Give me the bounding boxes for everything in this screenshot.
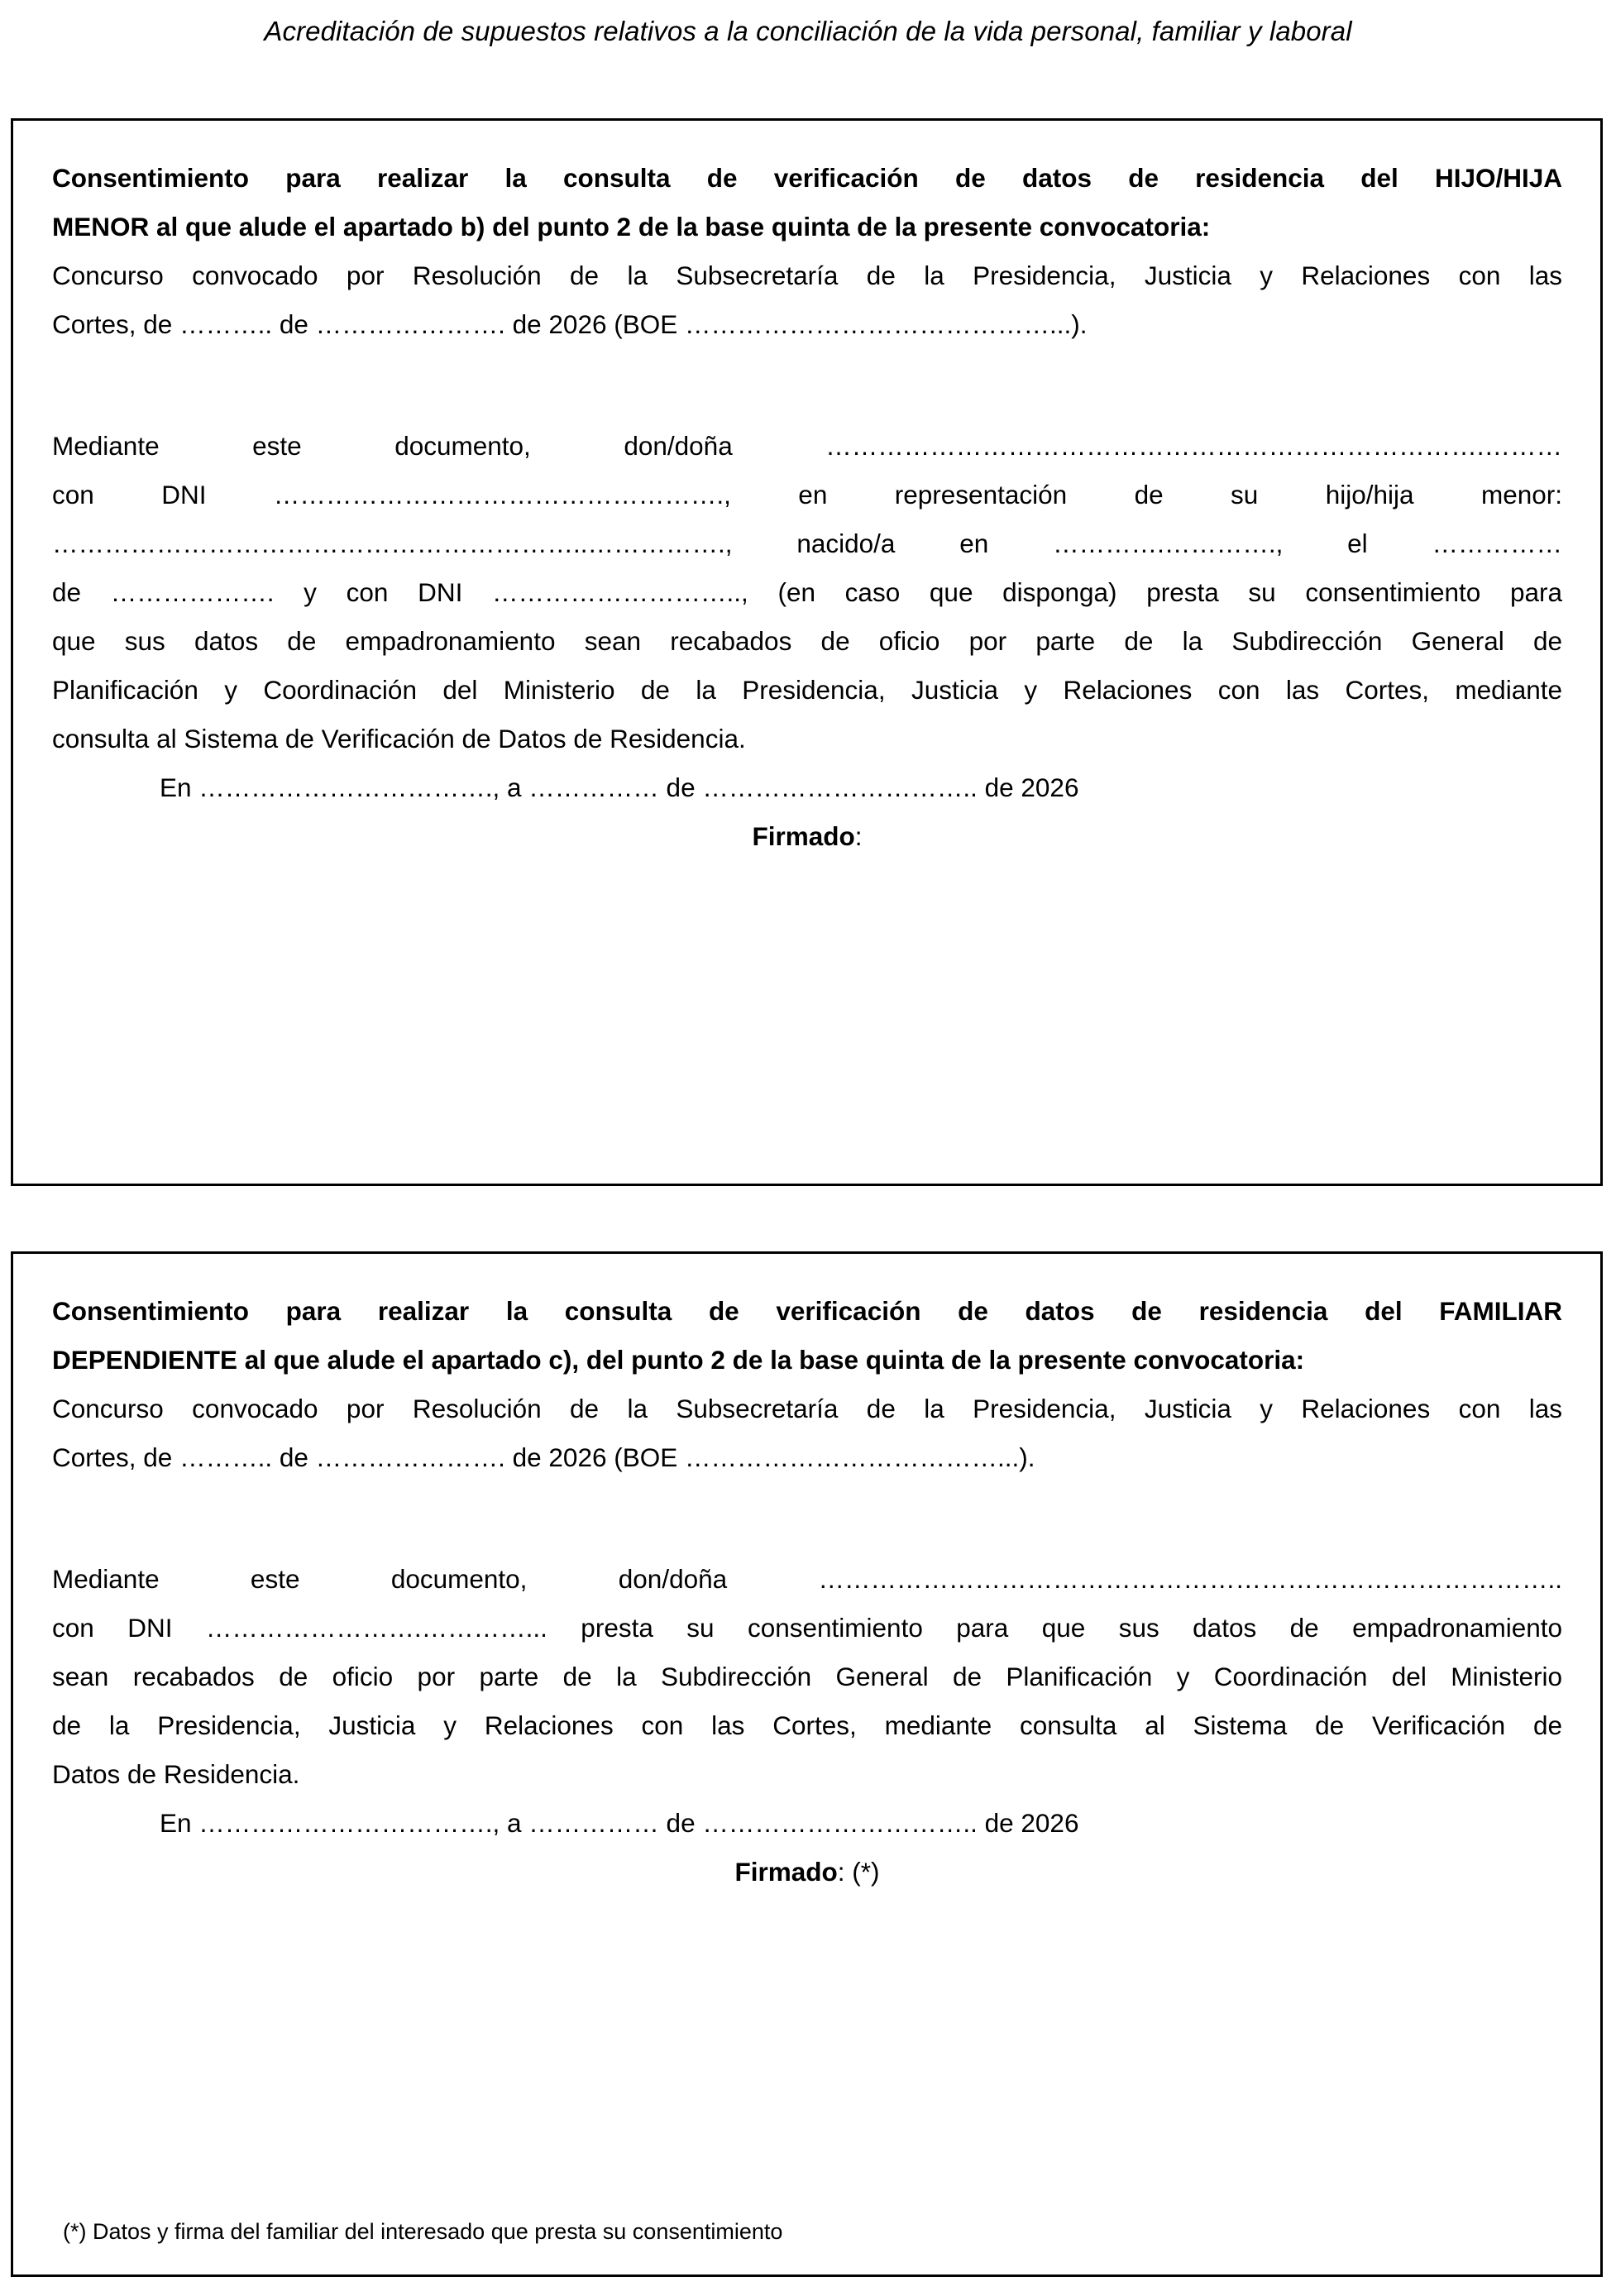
consent-family-body-paragraph [52, 1555, 1562, 1799]
spacer [52, 1482, 1562, 1555]
consent-family-concurso-line-1: Concurso convocado por Resolución de la Subsecretaría de la Presidencia, Justicia y Relaciones con las [52, 1394, 1562, 1423]
consent-box-family [11, 1251, 1603, 2277]
document-header-title: Acreditación de supuestos relativos a la conciliación de la vida personal, familiar y laboral [264, 16, 1352, 46]
consent-minor-concurso-line-1: Concurso convocado por Resolución de la Subsecretaría de la Presidencia, Justicia y Relaciones con las [52, 261, 1562, 290]
consent-minor-body-line-1: Mediante este documento, don/doña ………………………………………………………………….……… [52, 431, 1562, 461]
consent-family-body-line-5: Datos de Residencia. [52, 1759, 300, 1789]
spacer [52, 121, 1562, 154]
consent-family-place-date-line: En ……………………………., a …………… de ………………………….. de 2026 [160, 1808, 1079, 1838]
consent-family-signature-line [52, 1848, 1562, 1897]
consent-family-heading-line-1: Consentimiento para realizar la consulta de verificación de datos de residencia del FAMILIAR [52, 1296, 1562, 1326]
consent-family-concurso-paragraph [52, 1385, 1562, 1482]
consent-minor-heading-line-2: MENOR al que alude el apartado b) del punto 2 de la base quinta de la presente convocatoria: [52, 212, 1211, 242]
consent-minor-body-line-5: que sus datos de empadronamiento sean recabados de oficio por parte de la Subdirección General de [52, 626, 1562, 656]
consent-box-family-content [13, 1254, 1600, 1897]
consent-minor-body-line-7: consulta al Sistema de Verificación de Datos de Residencia. [52, 724, 746, 753]
consent-family-heading [52, 1287, 1562, 1385]
spacer [52, 349, 1562, 422]
consent-minor-concurso-paragraph [52, 251, 1562, 349]
consent-minor-signature-line [52, 812, 1562, 861]
consent-box-minor [11, 118, 1603, 1186]
spacer [52, 1254, 1562, 1287]
consent-minor-heading [52, 154, 1562, 251]
consent-minor-heading-line-1: Consentimiento para realizar la consulta de verificación de datos de residencia del HIJO/HIJA [52, 163, 1562, 193]
consent-minor-body-line-3: ……………………………………………………..……………., nacido/a en ………….…………., el …………… [52, 529, 1562, 558]
consent-family-heading-line-2: DEPENDIENTE al que alude el apartado c), del punto 2 de la base quinta de la presente convocatoria: [52, 1345, 1305, 1375]
consent-family-concurso-line-2: Cortes, de ……….. de …………………. de 2026 (BOE ………………………………...). [52, 1442, 1035, 1472]
consent-family-footnote: (*) Datos y firma del familiar del interesado que presta su consentimiento [63, 2219, 783, 2244]
consent-family-signature-suffix: : (*) [837, 1857, 880, 1887]
consent-minor-body-line-4: de ………………. y con DNI ……………………….., (en caso que disponga) presta su consentimiento para [52, 577, 1562, 607]
consent-box-minor-content [13, 121, 1600, 861]
consent-family-body-line-2: con DNI …………………….…………... presta su consentimiento para que sus datos de empadronamiento [52, 1613, 1562, 1643]
consent-family-body-line-1: Mediante este documento, don/doña ………………………………………………………………………….. [52, 1564, 1562, 1594]
consent-minor-place-date-line: En ……………………………., a …………… de ………………………….. de 2026 [160, 773, 1079, 802]
consent-minor-body-line-2: con DNI ……………………………………………., en representación de su hijo/hija menor: [52, 480, 1562, 509]
consent-minor-body-paragraph [52, 422, 1562, 763]
consent-family-body-line-3: sean recabados de oficio por parte de la Subdirección General de Planificación y Coordinación del Ministerio [52, 1662, 1562, 1691]
consent-minor-signature-suffix: : [854, 821, 863, 851]
consent-minor-concurso-line-2: Cortes, de ……….. de …………………. de 2026 (BOE ……………………………………...). [52, 309, 1088, 339]
consent-minor-body-line-6: Planificación y Coordinación del Ministerio de la Presidencia, Justicia y Relaciones con las Cortes, mediante [52, 675, 1562, 705]
consent-family-signature-label: Firmado [734, 1857, 838, 1887]
consent-family-body-line-4: de la Presidencia, Justicia y Relaciones con las Cortes, mediante consulta al Sistema de Verificación de [52, 1710, 1562, 1740]
consent-minor-signature-label: Firmado [752, 821, 855, 851]
